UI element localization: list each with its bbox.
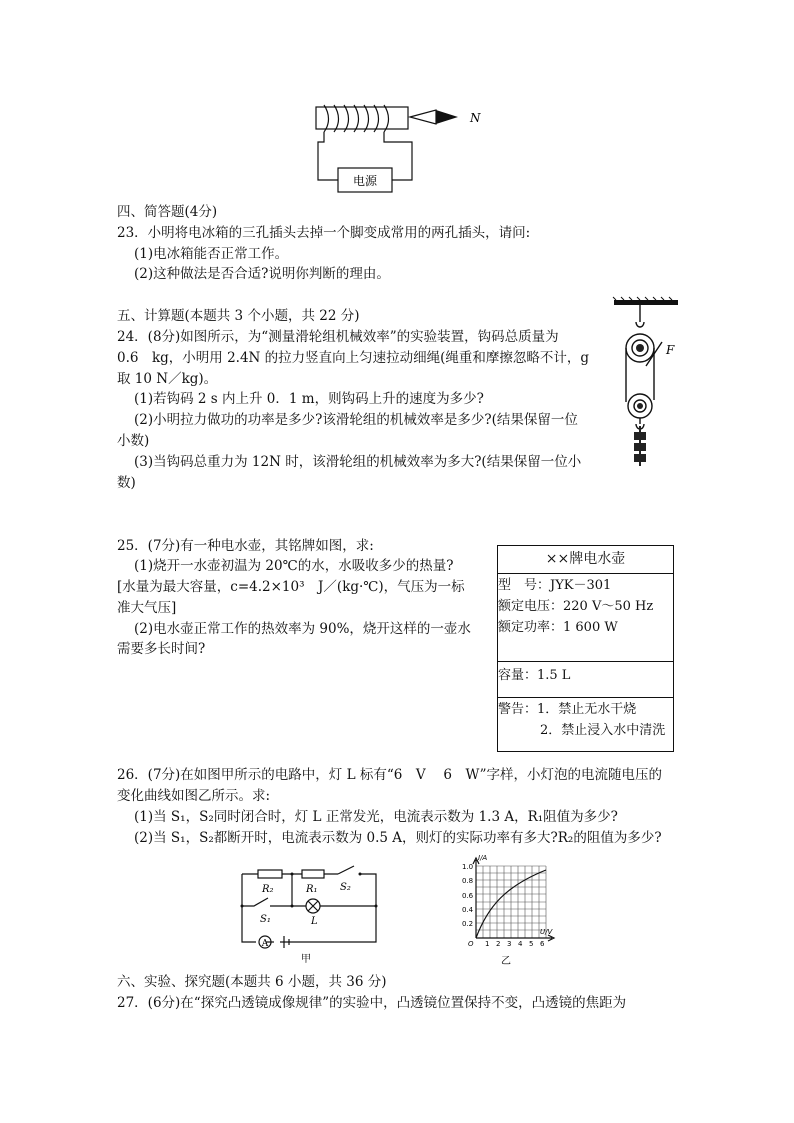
q23-part1: (1)电冰箱能否正常工作。: [134, 246, 289, 262]
q24-part2b: 小数): [117, 433, 150, 449]
graph-ytick-2: 0.8: [462, 877, 474, 885]
graph-xtick-1: 1: [485, 940, 490, 948]
section-5-heading: 五、计算题(本题共 3 个小题，共 22 分): [117, 308, 360, 324]
r2-label: R₂: [262, 884, 274, 895]
q26-part2: (2)当 S₁，S₂都断开时，电流表示数为 0.5 A，则灯的实际功率有多大?R₂的阻值为多少?: [134, 830, 662, 846]
graph-xtick-2: 2: [496, 940, 501, 948]
q27-text: 27．(6分)在“探究凸透镜成像规律”的实验中，凸透镜位置保持不变，凸透镜的焦距为: [117, 995, 627, 1011]
kettle-nameplate: [497, 545, 674, 752]
power-supply-label: 电源: [352, 174, 378, 188]
graph-xtick-4: 4: [518, 940, 523, 948]
graph-ytick-1: 1.0: [462, 863, 474, 871]
section-6-heading: 六、实验、探究题(本题共 6 小题，共 36 分): [117, 974, 387, 990]
q26-line2: 变化曲线如图乙所示。求:: [117, 788, 271, 804]
q23-text: 23．小明将电冰箱的三孔插头去掉一个脚变成常用的两孔插头，请问:: [117, 225, 531, 241]
nameplate-voltage: 额定电压：220 V～50 Hz: [498, 599, 654, 614]
s1-label: S₁: [260, 914, 271, 925]
nameplate-capacity: 容量：1.5 L: [498, 668, 571, 683]
graph-xtick-5: 5: [529, 940, 534, 948]
q24-part1: (1)若钩码 2 s 内上升 0．1 m，则钩码上升的速度为多少?: [134, 391, 484, 407]
section-4-heading: 四、简答题(4分): [117, 204, 218, 220]
pulley-figure: [610, 296, 682, 468]
q24-part2a: (2)小明拉力做功的功率是多少?该滑轮组的机械效率是多少?(结果保留一位: [134, 412, 578, 428]
graph-xtick-3: 3: [507, 940, 512, 948]
q25-line4: 准大气压]: [117, 600, 177, 616]
q26-line1: 26．(7分)在如图甲所示的电路中，灯 L 标有“6 V 6 W”字样，小灯泡的电流随电压的: [117, 767, 662, 783]
graph-ytick-3: 0.6: [462, 892, 474, 900]
q25-line1: 25．(7分)有一种电水壶，其铭牌如图，求:: [117, 538, 374, 554]
q25-part2b: 需要多长时间?: [117, 641, 206, 657]
q26-part1: (1)当 S₁，S₂同时闭合时，灯 L 正常发光，电流表示数为 1.3 A，R₁阻值为多少?: [134, 809, 618, 825]
graph-xtick-6: 6: [540, 940, 545, 948]
ammeter-label: A: [261, 939, 269, 949]
q24-line3: 取 10 N／kg)。: [117, 371, 218, 387]
q25-part2a: (2)电水壶正常工作的热效率为 90%，烧开这样的一壶水: [134, 621, 471, 637]
lamp-label: L: [311, 916, 318, 927]
q23-part2: (2)这种做法是否合适?说明你判断的理由。: [134, 266, 390, 282]
q24-line1: 24．(8分)如图所示，为“测量滑轮组机械效率”的实验装置，钩码总质量为: [117, 329, 559, 345]
force-label: F: [666, 343, 675, 357]
graph-ylabel: I/A: [478, 854, 488, 862]
graph-ytick-5: 0.2: [462, 920, 474, 928]
q24-part3b: 数): [117, 475, 136, 491]
iv-graph: [450, 854, 560, 970]
nameplate-power: 额定功率：1 600 W: [498, 620, 618, 635]
graph-ytick-4: 0.4: [462, 906, 474, 914]
q24-part3a: (3)当钩码总重力为 12N 时，该滑轮组的机械效率为多大?(结果保留一位小: [134, 454, 582, 470]
nameplate-warning-1: 警告：1．禁止无水干烧: [498, 702, 637, 717]
nameplate-title: ××牌电水壶: [545, 551, 626, 567]
circuit-caption: 甲: [301, 954, 311, 965]
graph-caption: 乙: [501, 956, 511, 967]
r1-label: R₁: [306, 884, 318, 895]
q25-part1: (1)烧开一水壶初温为 20℃的水，水吸收多少的热量?: [134, 558, 454, 574]
solenoid-figure: [310, 100, 490, 195]
s2-label: S₂: [340, 882, 351, 893]
nameplate-model: 型 号：JYK－301: [498, 578, 612, 593]
graph-xlabel: U/V: [540, 928, 553, 936]
graph-origin: O: [468, 940, 474, 948]
circuit-diagram: [236, 862, 386, 966]
q24-line2: 0.6 kg，小明用 2.4N 的拉力竖直向上匀速拉动细绳(绳重和摩擦忽略不计，g: [117, 350, 590, 366]
nameplate-warning-2: 2．禁止浸入水中清洗: [540, 723, 666, 738]
q25-line3: [水量为最大容量，c=4.2×10³ J／(kg·℃)，气压为一标: [117, 579, 465, 595]
north-pole-label: N: [470, 111, 481, 125]
